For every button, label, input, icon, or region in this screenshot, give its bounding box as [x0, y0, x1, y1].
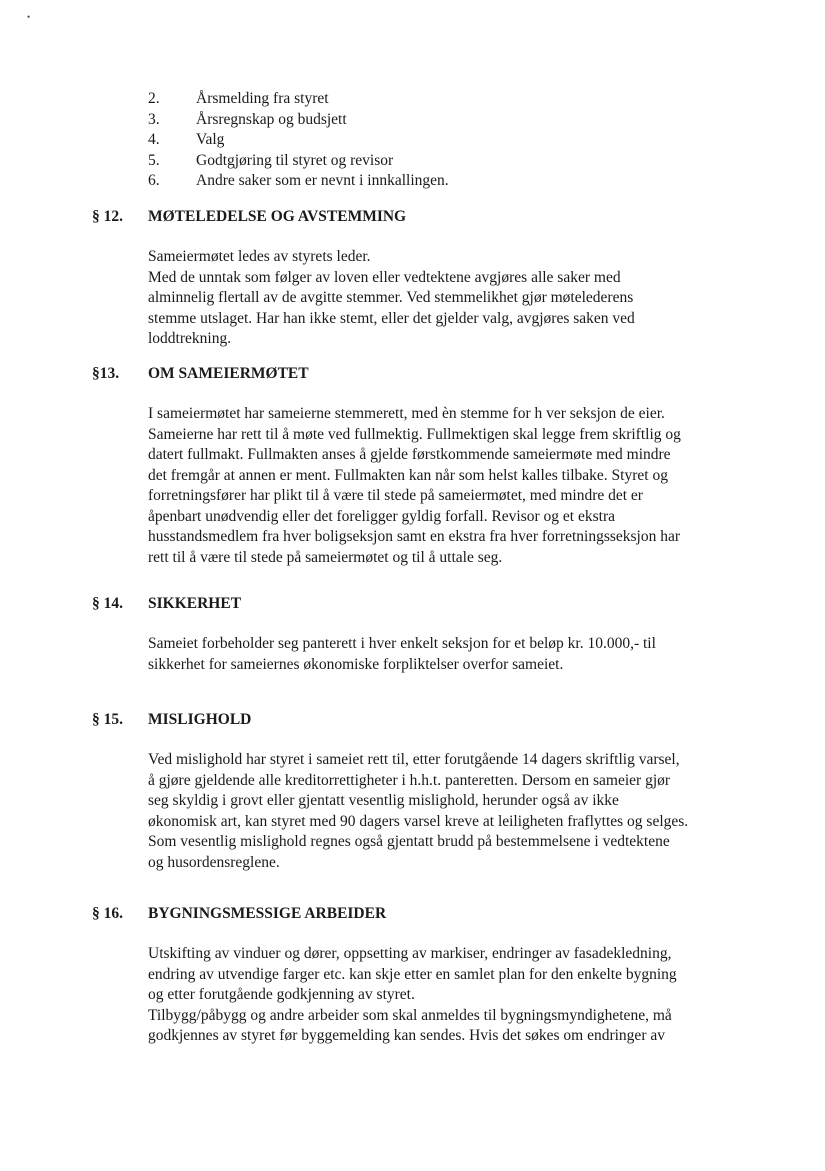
section-heading: §13. OM SAMEIERMØTET [92, 365, 309, 382]
agenda-list [148, 89, 449, 192]
section-13 [92, 364, 752, 568]
list-item: 5. Godtgjøring til styret og revisor [148, 151, 394, 169]
list-item: 4. Valg [148, 131, 225, 148]
section-heading: § 12. MØTELEDELSE OG AVSTEMMING [92, 208, 407, 225]
section-heading: § 15. MISLIGHOLD [92, 711, 252, 728]
section-body: Ved mislighold har styret i sameiet rett til, etter forutgående 14 dagers skriftlig varsel, å gjøre gjeldende alle kreditorrettigheter i h.h.t. panteretten. Dersom en sameier gjør seg skyldig i grovt eller gjentatt vesentlig mislighold, herunder også av ikke økonomisk art, kan styret med 90 dagers varsel kreve at leiligheten fraflyttes og selges. Som vesentlig mislighold regnes også gjentatt brudd på bestemmelsene i vedtektene og husordensreglene. [148, 751, 689, 871]
section-body: Utskifting av vinduer og dører, oppsetting av markiser, endringer av fasadekledning, endring av utvendige farger etc. kan skje etter en samlet plan for den enkelte bygning og etter forutgående godkjenning av styret. Tilbygg/påbygg og andre arbeider som skal anmeldes til bygningsmyndighetene, må godkjennes av styret før byggemelding kan sendes. Hvis det søkes om endringer av [148, 945, 677, 1044]
section-12 [92, 207, 752, 350]
section-15 [92, 710, 752, 873]
section-14 [92, 594, 752, 675]
scan-speck: • [27, 12, 31, 22]
section-body: I sameiermøtet har sameierne stemmerett, med èn stemme for h ver seksjon de eier. Sameierne har rett til å møte ved fullmektig. Fullmektigen skal legge frem skriftlig og datert fullmakt. Fullmakten anses å gjelde førstkommende sameiermøte med mindre det fremgår at annen er ment. Fullmakten kan når som helst kalles tilbake. Styret og forretningsfører har plikt til å være til stede på sameiermøtet, med mindre det er åpenbart unødvendig eller det foreligger gyldig forfall. Revisor og et ekstra husstandsmedlem fra hver boligseksjon samt en ekstra fra hver forretningsseksjon har rett til å være til stede på sameiermøtet og til å uttale seg. [148, 405, 681, 566]
section-body: Sameiet forbeholder seg panterett i hver enkelt seksjon for et beløp kr. 10.000,- til sikkerhet for sameiernes økonomiske forpliktelser overfor sameiet. [148, 635, 656, 673]
section-heading: § 16. BYGNINGSMESSIGE ARBEIDER [92, 905, 387, 922]
section-body: Sameiermøtet ledes av styrets leder. Med de unntak som følger av loven eller vedtektene avgjøres alle saker med alminnelig flertall av de avgitte stemmer. Ved stemmelikhet gjør møtelederens stemme utslaget. Har han ikke stemt, eller det gjelder valg, avgjøres saken ved loddtrekning. [148, 248, 635, 347]
section-heading: § 14. SIKKERHET [92, 595, 242, 612]
list-item: 2. Årsmelding fra styret [148, 90, 329, 107]
section-16 [92, 904, 752, 1047]
list-item: 3. Årsregnskap og budsjett [148, 110, 347, 128]
list-item: 6. Andre saker som er nevnt i innkallingen. [148, 172, 449, 189]
